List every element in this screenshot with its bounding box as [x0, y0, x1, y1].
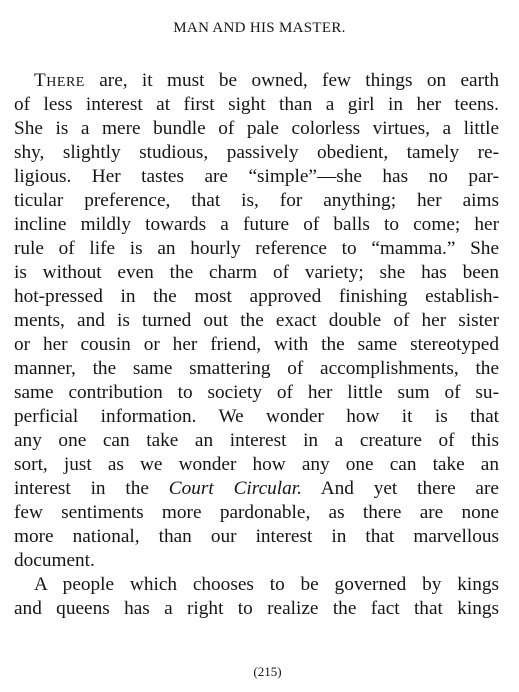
- paragraph-1-line-4: shy, slightly studious, passively obedient, tamely re-: [14, 142, 499, 163]
- paragraph-1-line-20: more national, than our interest in that marvellous: [14, 526, 499, 547]
- paragraph-1-line-12: or her cousin or her friend, with the same stereotyped: [14, 334, 499, 355]
- paragraph-1-line-2: of less interest at first sight than a girl in her teens.: [14, 94, 499, 115]
- paragraph-1-line-15: perficial information. We wonder how it is that: [14, 406, 499, 427]
- line-text: interest in the: [14, 478, 169, 499]
- running-head: MAN AND HIS MASTER.: [173, 20, 346, 36]
- paragraph-1-line-6: ticular preference, that is, for anything; her aims: [14, 190, 499, 211]
- page-number: (215): [253, 664, 282, 679]
- paragraph-1-line-9: is without even the charm of variety; she has been: [14, 262, 499, 283]
- paragraph-1-line-5: ligious. Her tastes are “simple”—she has no par-: [14, 166, 499, 187]
- paragraph-1-line-16: any one can take an interest in a creature of this: [14, 430, 499, 451]
- paragraph-1-line-11: ments, and is turned out the exact double of her sister: [14, 310, 499, 331]
- paragraph-1-line-8: rule of life is an hourly reference to “mamma.” She: [14, 238, 499, 259]
- paragraph-1-line-10: hot-pressed in the most approved finishing establish-: [14, 286, 499, 307]
- paragraph-1-line-7: incline mildly towards a future of balls to come; her: [14, 214, 499, 235]
- line-text: are, it must be owned, few things on earth: [84, 70, 499, 91]
- line-text: And yet there are: [301, 478, 499, 499]
- lead-word: There: [34, 70, 85, 91]
- paragraph-1-line-17: sort, just as we wonder how any one can take an: [14, 454, 499, 475]
- italic-title: Court Circular.: [168, 478, 302, 499]
- paragraph-2-line-2: and queens has a right to realize the fact that kings: [14, 598, 499, 619]
- paragraph-1-line-14: same contribution to society of her little sum of su-: [14, 382, 499, 403]
- paragraph-1-line-13: manner, the same smattering of accomplishments, the: [14, 358, 499, 379]
- paragraph-1-line-21: document.: [14, 550, 95, 571]
- paragraph-1-line-3: She is a mere bundle of pale colorless virtues, a little: [14, 118, 499, 139]
- paragraph-1-line-1: [34, 69, 499, 93]
- paragraph-2-line-1: A people which chooses to be governed by kings: [34, 574, 499, 595]
- paragraph-1-line-18: [14, 477, 499, 501]
- paragraph-1-line-19: few sentiments more pardonable, as there are none: [14, 502, 499, 523]
